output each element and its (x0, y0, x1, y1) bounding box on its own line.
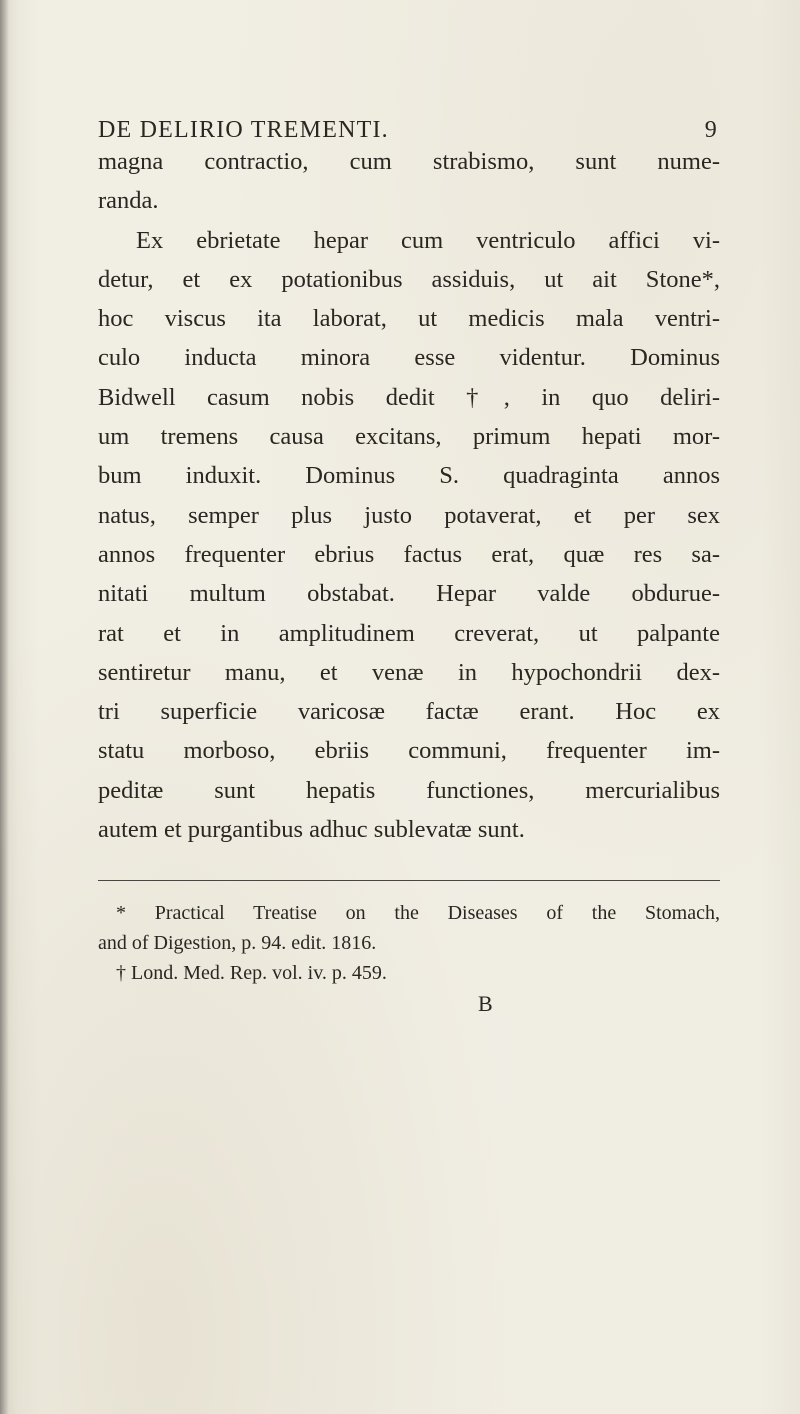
text-line: bum induxit. Dominus S. quadraginta annos (98, 462, 720, 490)
footnote-divider (98, 880, 720, 881)
text-line: nitati multum obstabat. Hepar valde obdurue- (98, 580, 720, 608)
text-line: detur, et ex potationibus assiduis, ut ait Stone*, (98, 265, 720, 293)
text-line: peditæ sunt hepatis functiones, mercurialibus (98, 776, 720, 804)
text-line: autem et purgantibus adhuc sublevatæ sunt. (98, 816, 525, 844)
text-line: magna contractio, cum strabismo, sunt nume- (98, 148, 720, 175)
text-line: randa. (98, 187, 159, 215)
text-line: statu morboso, ebriis communi, frequenter im- (98, 737, 720, 765)
signature-mark: B (478, 991, 493, 1016)
page-number: 9 (704, 117, 718, 143)
text-line: um tremens causa excitans, primum hepati mor- (98, 423, 720, 451)
text-line: Ex ebrietate hepar cum ventriculo affici vi- (136, 226, 720, 254)
running-title: DE DELIRIO TREMENTI. (98, 117, 389, 143)
footnote-line: † Lond. Med. Rep. vol. iv. p. 459. (116, 962, 387, 984)
text-line: culo inducta minora esse videntur. Dominus (98, 344, 720, 372)
footnote-line: and of Digestion, p. 94. edit. 1816. (98, 932, 377, 954)
footnote-line: * Practical Treatise on the Diseases of the Stomach, (116, 902, 720, 924)
text-line: natus, semper plus justo potaverat, et per sex (98, 501, 720, 529)
page-gutter-shadow (0, 0, 9, 1414)
text-line: annos frequenter ebrius factus erat, quæ res sa- (98, 540, 720, 568)
text-line: sentiretur manu, et venæ in hypochondrii dex- (98, 658, 720, 686)
footnotes (98, 898, 720, 988)
text-line: Bidwell casum nobis dedit †, in quo deliri- (98, 383, 720, 411)
main-text (98, 142, 720, 849)
text-line: hoc viscus ita laborat, ut medicis mala ventri- (98, 305, 720, 333)
text-line: tri superficie varicosæ factæ erant. Hoc ex (98, 698, 720, 726)
text-line: rat et in amplitudinem creverat, ut palpante (98, 619, 720, 647)
